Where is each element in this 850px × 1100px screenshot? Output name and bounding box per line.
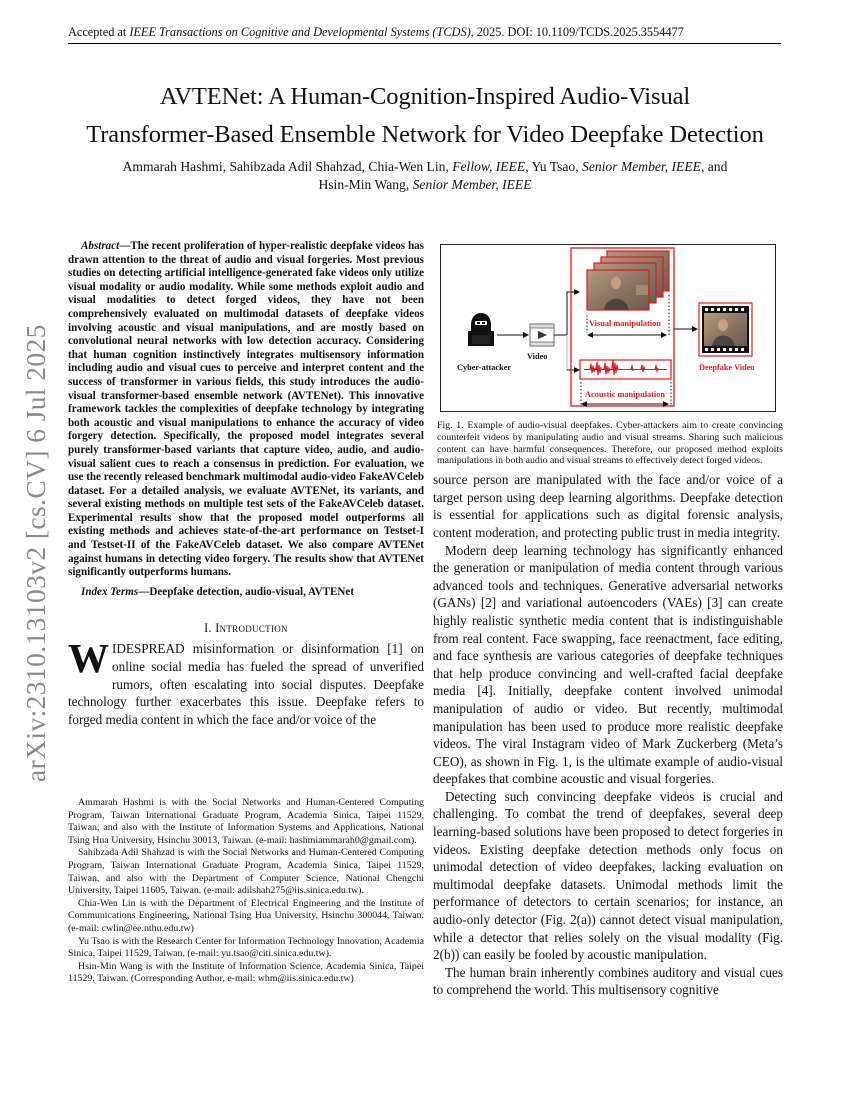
label-visual-manipulation: Visual manipulation	[589, 319, 661, 328]
deepfake-pipeline-diagram	[441, 245, 775, 411]
arxiv-stamp: arXiv:2310.13103v2 [cs.CV] 6 Jul 2025	[20, 324, 51, 782]
index-terms-text: —Deepfake detection, audio-visual, AVTENet	[138, 585, 355, 598]
deepfake-video-film-icon	[699, 303, 752, 356]
index-terms-label: Index Terms	[81, 585, 139, 598]
journal-name: IEEE Transactions on Cognitive and Developmental Systems (TCDS)	[129, 25, 471, 39]
section-heading-introduction: I. Introduction	[204, 621, 288, 636]
paragraph: Modern deep learning technology has significantly enhanced the generation or manipulation of media content through various advanced tools and techniques. Generative adversarial networks (GANs) [2] and variational autoencoders (VAEs) [3] can create highly realistic synthetic media content that is indistinguishable from real content. Face swapping, face reenactment, face editing, and face synthesis are various categories of deepfake techniques that help produce convincing and well-crafted facial deepfake media [4]. Initially, deepfake content involved unimodal manipulation of audio or video. But recently, multimodal manipulation has been used to produce more realistic deepfake videos. The viral Instagram video of Mark Zuckerberg (Meta’s CEO), as shown in Fig. 1, is the ultimate example of audio-visual deepfakes that combine acoustic and visual forgeries.	[433, 542, 783, 787]
label-acoustic-manipulation: Acoustic manipulation	[585, 390, 665, 399]
abstract-text: —The recent proliferation of hyper-realistic deepfake videos has drawn attention to the threat of audio and visual forgeries. Most previous studies on detecting artificial intelligence-generated fake videos only utilize visual modality or audio modality. While some methods exploit audio and visual modalities to detect forged videos, they have not been comprehensively evaluated on multimodal datasets of deepfake videos involving acoustic and visual manipulations, and are mostly based on convolutional neural networks with low detection accuracy. Considering that human cognition instinctively integrates multisensory information including audio and visual cues to perceive and interpret content and the success of transformer in various fields, this study introduces the audio-visual transformer-based ensemble network (AVTENet). This innovative framework tackles the complexities of deepfake technology by integrating both acoustic and visual manipulations to enhance the accuracy of video forgery detection. Specifically, the proposed model integrates several purely transformer-based variants that capture video, audio, and audio-visual salient cues to reach a consensus in prediction. For evaluation, we use the recently released benchmark multimodal audio-video FakeAVCeleb dataset. For a detailed analysis, we evaluate AVTENet, its variants, and several existing methods on multiple test sets of the FakeAVCeleb dataset. Experimental results show that the proposed model outperforms all existing methods and achieves state-of-the-art performance on Testset-I and Testset-II of the FakeAVCeleb dataset. We also compare AVTENet against humans in detecting video forgery. The results show that AVTENet significantly outperforms humans.	[68, 240, 424, 579]
author-honor: Fellow, IEEE	[452, 159, 526, 174]
title-line-2: Transformer-Based Ensemble Network for Video Deepfake Detection	[86, 121, 764, 148]
authors-text: Ammarah Hashmi, Sahibzada Adil Shahzad, Chia-Wen Lin,	[122, 159, 453, 174]
title-line-1: AVTENet: A Human-Cognition-Inspired Audio-Visual	[159, 83, 691, 110]
abstract-label: Abstract	[81, 240, 120, 252]
abstract	[68, 240, 424, 580]
footnote: Chia-Wen Lin is with the Department of Electrical Engineering and the Institute of Communications Engineering, National Tsing Hua University, Hsinchu 300044, Taiwan. (e-mail: cwlin@ee.nthu.edu.tw)	[68, 897, 424, 934]
dropcap: W	[68, 635, 109, 682]
figure-1	[440, 244, 776, 412]
paragraph: Detecting such convincing deepfake videos is crucial and challenging. To combat the trend of deepfakes, several deep learning-based solutions have been proposed to detect forgeries in videos. Existing deepfake detection methods only focus on unimodal detection of video deepfakes, lacking evaluation on multimodal deepfake datasets. Unimodal methods limit the performance of detectors to certain scenarios; for instance, an audio-only detector (Fig. 2(a)) cannot detect visual manipulation, while a detector that relies solely on the visual modality (Fig. 2(b)) can easily be fooled by acoustic manipulation.	[433, 788, 783, 963]
paragraph: source person are manipulated with the face and/or voice of a target person using deep learning algorithms. Deepfake detection is essential for applications such as digital forensic analysis, content moderation, and protecting public trust in media integrity.	[433, 472, 783, 540]
paragraph: The human brain inherently combines auditory and visual cues to comprehend the world. This multisensory cognitive	[433, 964, 783, 998]
right-column	[433, 240, 783, 999]
author-honor: Senior Member, IEEE	[582, 159, 701, 174]
index-terms	[68, 586, 424, 600]
footnote: Sahibzada Adil Shahzad is with the Social Networks and Human-Centered Computing Program, Taiwan International Graduate Program, Academia Sinica, Taipei 11529, Taiwan, and also with the Department of Computer Science, National Chengchi University, Taipei 11605, Taiwan. (e-mail: adilshah275@iis.sinica.edu.tw).	[68, 847, 424, 897]
intro-body	[68, 635, 424, 728]
running-head	[68, 25, 781, 44]
video-icon	[530, 324, 554, 346]
figure-1-caption: Fig. 1. Example of audio-visual deepfakes. Cyber-attackers aim to create convincing counterfeit videos by manipulating audio and visual streams. Sharing such malicious content can have harmful consequences. Therefore, our proposed method exploits manipulations in both audio and visual streams to effectively detect forged videos.	[437, 420, 783, 467]
label-video: Video	[527, 352, 548, 361]
authors-text: , Yu Tsao,	[525, 159, 583, 174]
author-honor: Senior Member, IEEE	[412, 177, 532, 192]
left-column	[68, 240, 424, 728]
author-footnotes	[68, 797, 424, 986]
running-head-doi: , 2025. DOI: 10.1109/TCDS.2025.3554477	[470, 25, 684, 39]
label-cyber-attacker: Cyber-attacker	[457, 363, 512, 372]
footnote: Ammarah Hashmi is with the Social Networks and Human-Centered Computing Program, Taiwan International Graduate Program, Academia Sinica, Taipei 11529, Taiwan, and also with the Institute of Information Systems and Applications, National Tsing Hua University, Hsinchu 30013, Taiwan. (e-mail: hashmiammarah0@gmail.com).	[68, 797, 424, 846]
running-head-prefix: Accepted at	[68, 25, 130, 39]
paper-title	[60, 78, 790, 154]
right-body	[433, 471, 783, 999]
intro-paragraph	[68, 635, 424, 728]
hacker-icon	[468, 313, 494, 346]
intro-paragraph-text: IDESPREAD misinformation or disinformation [1] on online social media has fueled the spread of unverified rumors, often escalating into social disputes. Deepfake technology further exacerbates this issue. Deepfake refers to forged media content in which the face and/or voice of the	[68, 641, 424, 727]
visual-frames-stack	[587, 251, 669, 310]
label-deepfake-video: Deepfake Video	[699, 363, 755, 372]
authors-text: Hsin-Min Wang,	[318, 177, 413, 192]
footnote: Hsin-Min Wang is with the Institute of Information Science, Academia Sinica, Taipei 11529, Taiwan. (Corresponding Author, e-mail: whm@iis.sinica.edu.tw)	[68, 960, 424, 985]
author-list	[60, 158, 790, 194]
authors-text: , and	[700, 159, 728, 174]
audio-waveform	[580, 360, 671, 379]
footnote: Yu Tsao is with the Research Center for Information Technology Innovation, Academia Sinica, Taipei 11529, Taiwan. (e-mail: yu.tsao@citi.sinica.edu.tw).	[68, 935, 424, 960]
